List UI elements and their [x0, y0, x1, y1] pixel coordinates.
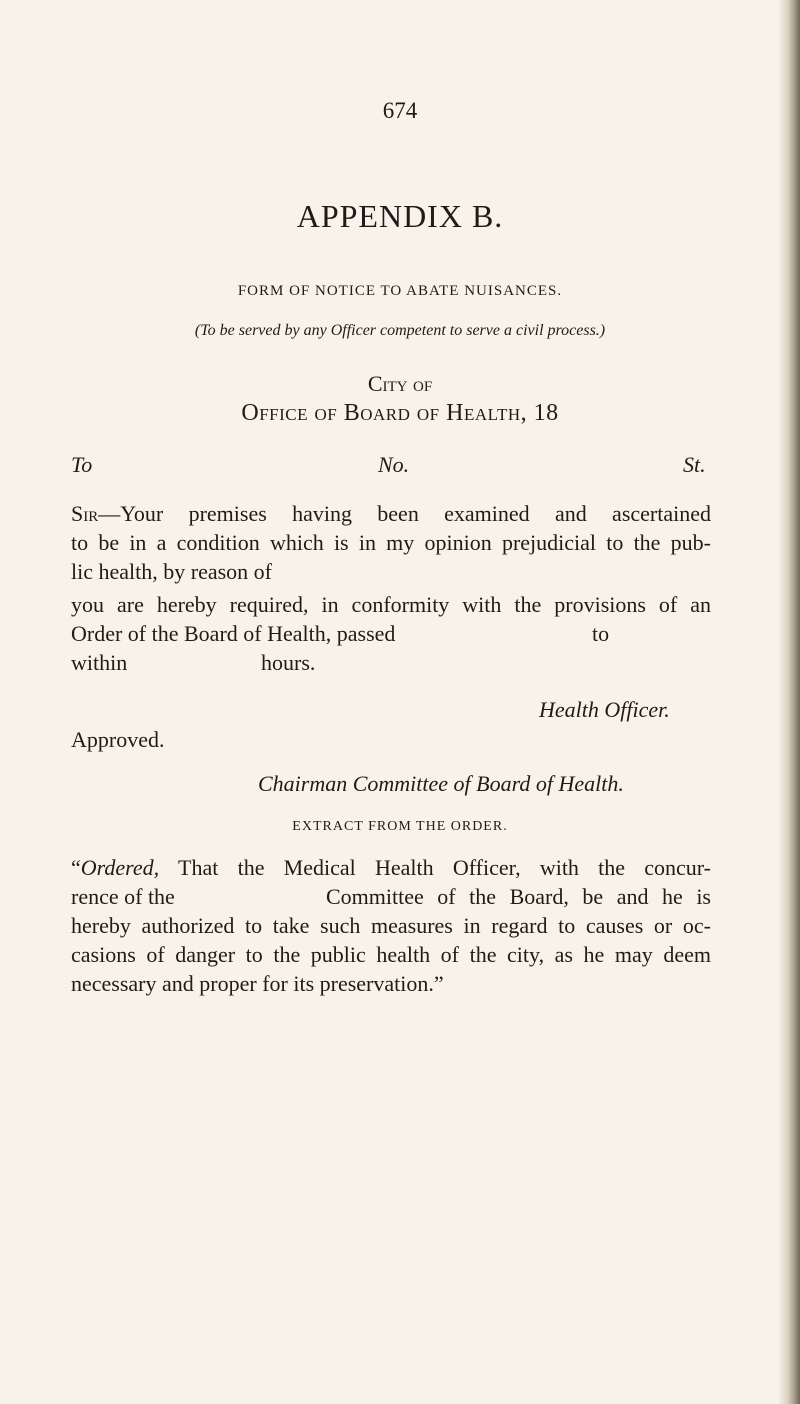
notice-line-1-text: —Your premises having been examined and ascertained — [98, 501, 711, 526]
extract-line-5: necessary and proper for its preservation.” — [71, 971, 444, 996]
open-quote: “ — [71, 855, 81, 880]
notice-line-5-right: to — [592, 621, 610, 646]
notice-line-4: you are hereby required, in conformity with the provisions of an — [71, 592, 711, 617]
office-line: Office of Board of Health, 18 — [241, 400, 559, 426]
notice-line-5-left: Order of the Board of Health, passed — [71, 621, 396, 646]
service-note: (To be served by any Officer competent to serve a civil process.) — [194, 322, 606, 339]
notice-line-2: to be in a condition which is in my opinion prejudicial to the pub- — [71, 530, 711, 555]
approved-label: Approved. — [71, 727, 165, 752]
notice-line-3: lic health, by reason of — [71, 559, 272, 584]
address-no: No. — [378, 452, 410, 477]
notice-line-1 — [71, 499, 711, 528]
form-subtitle: FORM OF NOTICE TO ABATE NUISANCES. — [237, 283, 563, 299]
address-to: To — [71, 452, 93, 477]
extract-line-4: casions of danger to the public health of the city, as he may deem — [71, 942, 711, 967]
extract-line-1 — [71, 853, 711, 882]
extract-heading: EXTRACT FROM THE ORDER. — [292, 819, 508, 834]
salutation: Sir — [71, 501, 99, 526]
extract-line-1-text: That the Medical Health Officer, with the concur- — [178, 855, 712, 880]
notice-line-6-right: hours. — [261, 650, 316, 675]
notice-line-6-left: within — [71, 650, 128, 675]
extract-line-3: hereby authorized to take such measures in regard to causes or oc- — [71, 913, 711, 938]
appendix-title: APPENDIX B. — [296, 198, 504, 234]
extract-line-2-right: Committee of the Board, be and he is — [326, 884, 711, 909]
extract-line-2-left: rence of the — [71, 884, 175, 909]
health-officer-signature: Health Officer. — [539, 697, 670, 722]
ordered-word: Ordered, — [80, 855, 160, 880]
city-line: City of — [367, 371, 433, 396]
page-number: 674 — [382, 98, 418, 123]
chairman-signature: Chairman Committee of Board of Health. — [258, 771, 624, 796]
address-st: St. — [683, 452, 706, 477]
